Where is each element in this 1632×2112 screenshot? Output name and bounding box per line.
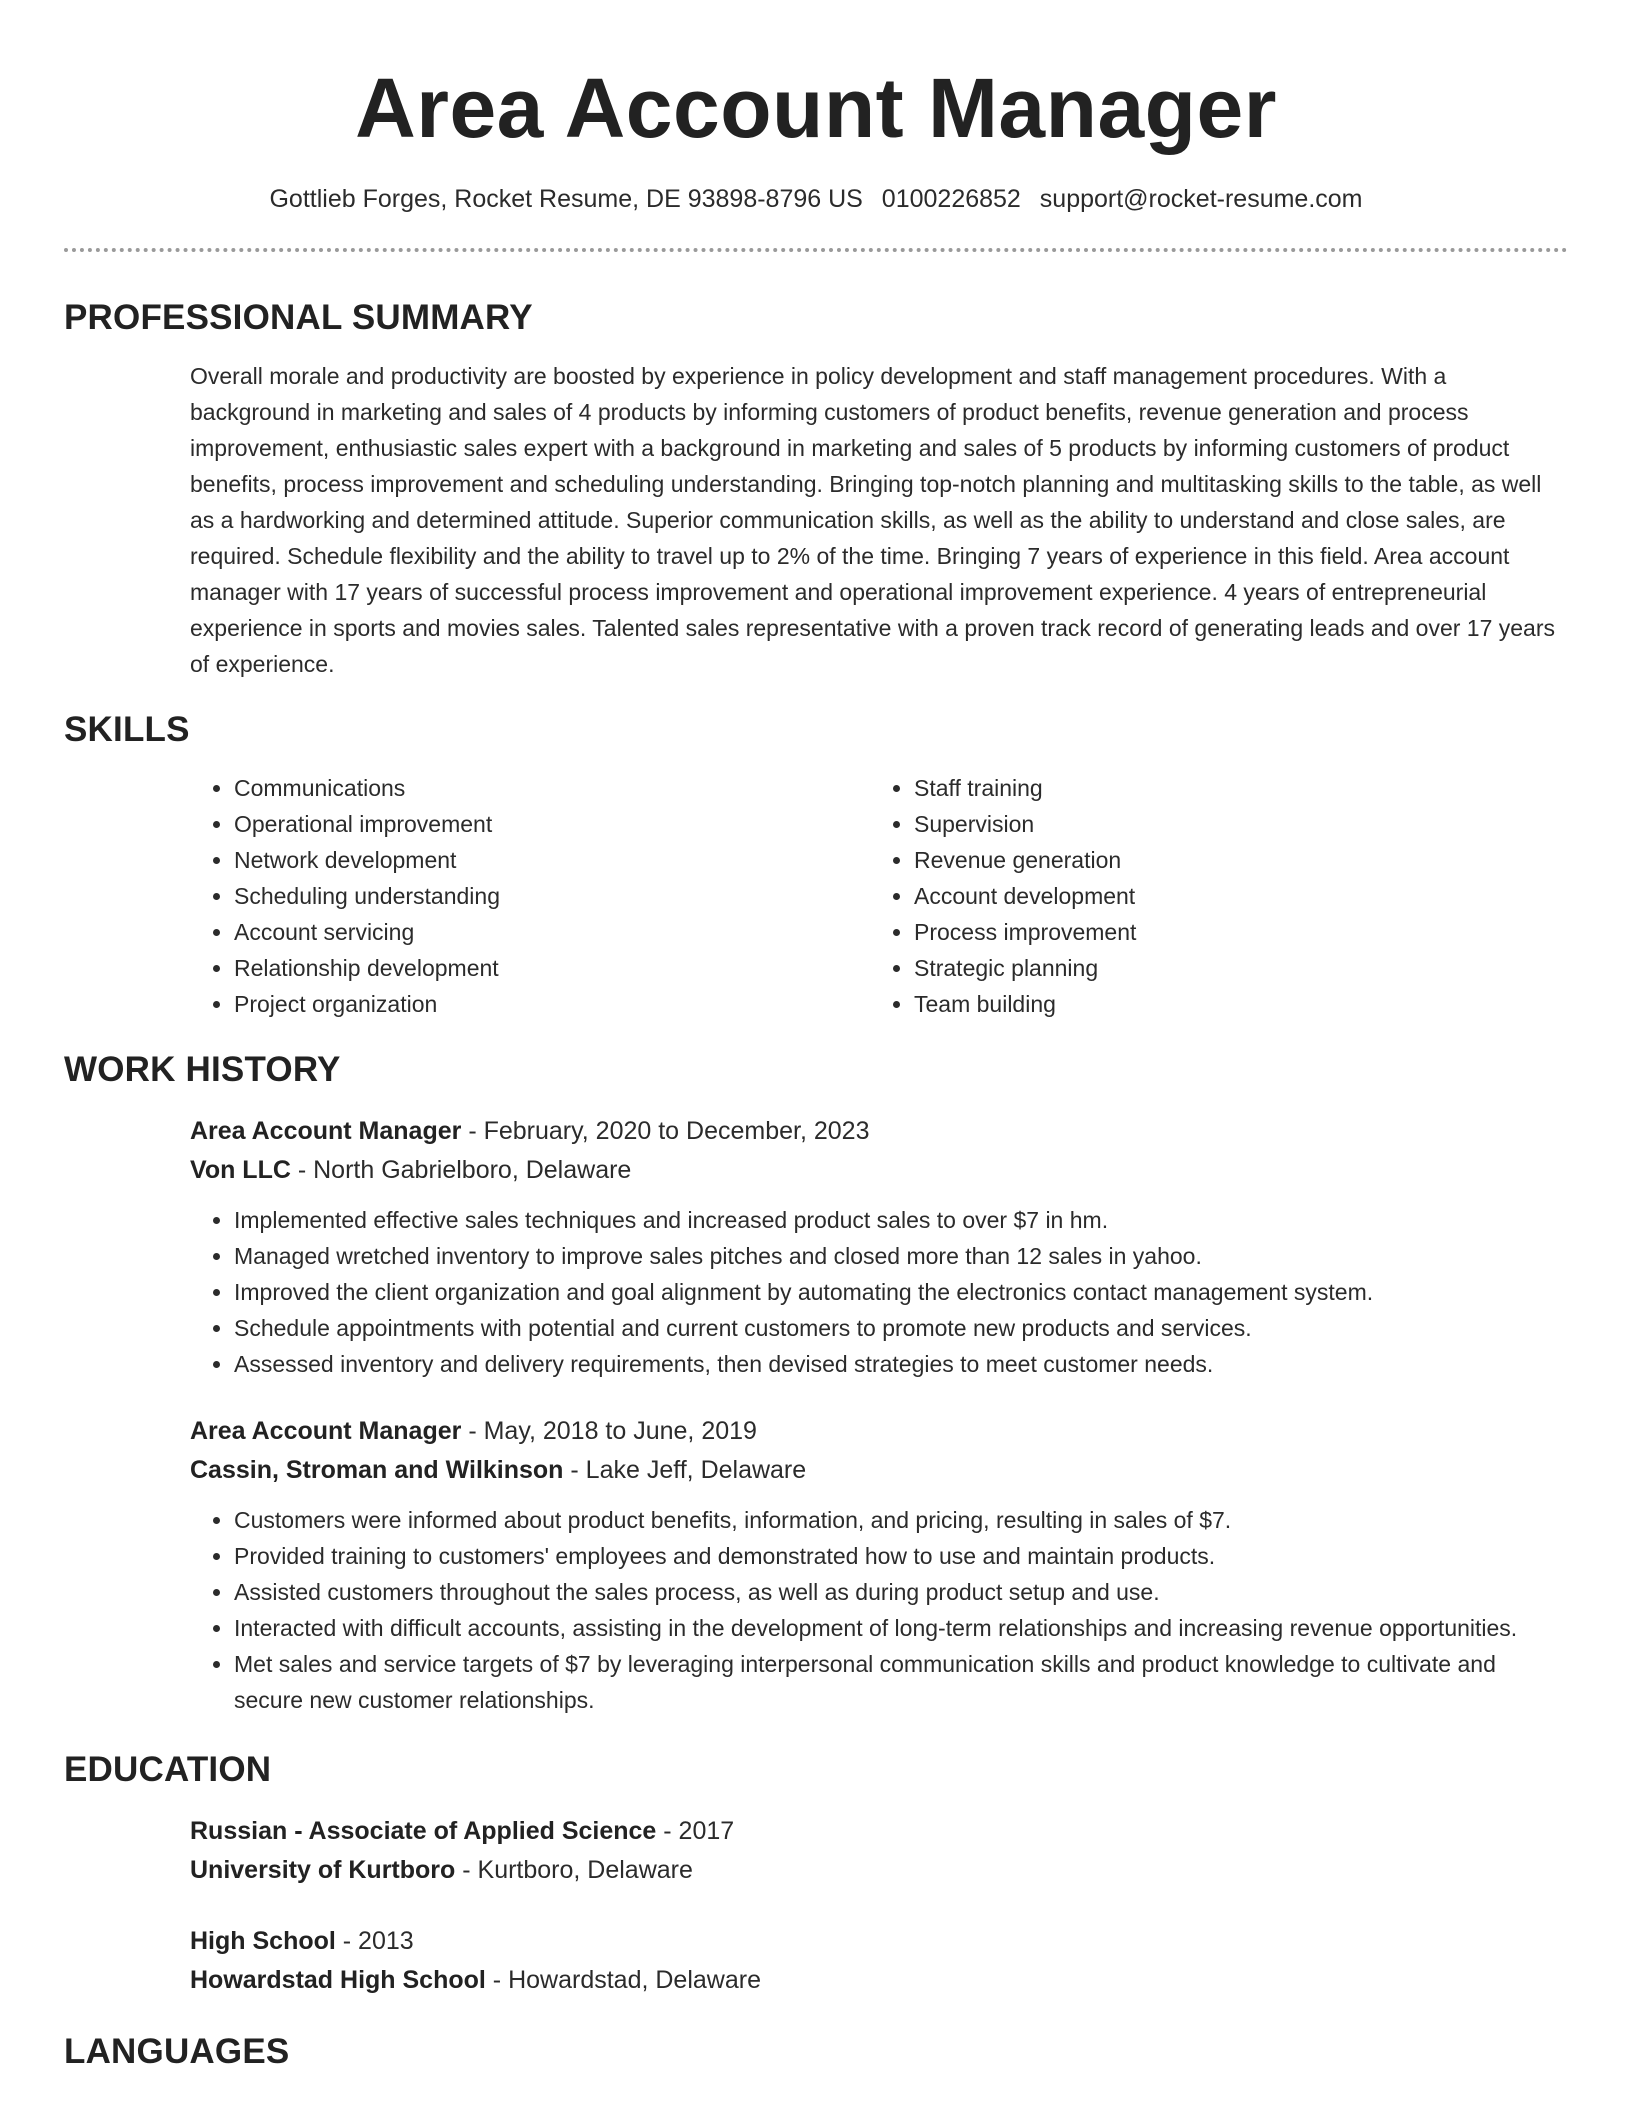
education-school: University of Kurtboro [190,1856,456,1884]
education-year: - 2013 [335,1927,414,1955]
skill-item: • Strategic planning [914,950,1550,986]
header-divider [64,248,1568,252]
education-heading: EDUCATION [64,1750,272,1789]
job-title-line [190,1412,1568,1451]
job-bullet: • Assessed inventory and delivery requirements, then devised strategies to meet customer needs. [234,1346,1568,1382]
job-company: Von LLC [190,1156,291,1184]
education-entry [190,1922,1568,2000]
job-bullet: • Improved the client organization and goal alignment by automating the electronics contact management system. [234,1274,1568,1310]
education-degree-line [190,1812,1568,1851]
skill-item: • Team building [914,986,1550,1022]
job-dates: - February, 2020 to December, 2023 [461,1117,870,1145]
skill-item: • Communications [234,770,870,806]
job-company-line [190,1451,1568,1490]
skill-item: • Account development [914,878,1550,914]
job-bullets [190,1202,1568,1382]
job-bullet: • Customers were informed about product benefits, information, and pricing, resulting in sales of $7. [234,1502,1568,1538]
skill-item: • Process improvement [914,914,1550,950]
job-entry [190,1112,1568,1382]
job-bullet: • Met sales and service targets of $7 by leveraging interpersonal communication skills and product knowledge to cultivate and secure new customer relationships. [234,1646,1568,1718]
job-title: Area Account Manager [190,1417,462,1445]
skill-item: • Project organization [234,986,870,1022]
job-bullet: • Provided training to customers' employees and demonstrated how to use and maintain products. [234,1538,1568,1574]
job-company: Cassin, Stroman and Wilkinson [190,1456,564,1484]
languages-heading: LANGUAGES [64,2032,290,2071]
job-bullet: • Interacted with difficult accounts, assisting in the development of long-term relationships and increasing revenue opportunities. [234,1610,1568,1646]
education-school: Howardstad High School [190,1966,486,1994]
job-entry [190,1412,1568,1718]
summary-heading: PROFESSIONAL SUMMARY [64,298,533,337]
contact-email[interactable]: support@rocket-resume.com [1039,185,1363,213]
contact-address: Gottlieb Forges, Rocket Resume, DE 93898-8796 US [269,185,863,213]
job-bullet: • Managed wretched inventory to improve sales pitches and closed more than 12 sales in yahoo. [234,1238,1568,1274]
education-location: - Howardstad, Delaware [485,1966,761,1994]
resume-title: Area Account Manager [355,61,1277,155]
skill-item: • Operational improvement [234,806,870,842]
summary-text: Overall morale and productivity are boosted by experience in policy development and staff management procedures. With a background in marketing and sales of 4 products by informing customers of product benefits, revenue generation and process improvement, enthusiastic sales expert with a background in marketing and sales of 5 products by informing customers of product benefits, process improvement and scheduling understanding. Bringing top-notch planning and multitasking skills to the table, as well as a hardworking and determined attitude. Superior communication skills, as well as the ability to understand and close sales, are required. Schedule flexibility and the ability to travel up to 2% of the time. Bringing 7 years of experience in this field. Area account manager with 17 years of successful process improvement and operational improvement experience. 4 years of entrepreneurial experience in sports and movies sales. Talented sales representative with a proven track record of generating leads and over 17 years of experience. [190,363,1556,677]
skill-item: • Network development [234,842,870,878]
contact-line [64,182,1568,216]
skill-item: • Revenue generation [914,842,1550,878]
skill-item: • Staff training [914,770,1550,806]
education-school-line [190,1851,1568,1890]
skills-heading: SKILLS [64,710,190,749]
skills-column-right [870,770,1550,1022]
contact-phone[interactable]: 0100226852 [881,185,1021,213]
education-school-line [190,1961,1568,2000]
job-location: - North Gabrielboro, Delaware [290,1156,632,1184]
job-bullet: • Schedule appointments with potential and current customers to promote new products and services. [234,1310,1568,1346]
skills-column-left [190,770,870,1022]
education-location: - Kurtboro, Delaware [455,1856,693,1884]
job-title: Area Account Manager [190,1117,462,1145]
skill-item: • Scheduling understanding [234,878,870,914]
job-title-line [190,1112,1568,1151]
education-entry [190,1812,1568,1890]
education-year: - 2017 [656,1817,735,1845]
education-degree: High School [190,1927,336,1955]
skill-item: • Supervision [914,806,1550,842]
job-bullet: • Implemented effective sales techniques and increased product sales to over $7 in hm. [234,1202,1568,1238]
skill-item: • Account servicing [234,914,870,950]
job-company-line [190,1151,1568,1190]
education-degree-line [190,1922,1568,1961]
skills-list [190,770,1568,1022]
work-history-heading: WORK HISTORY [64,1050,341,1089]
education-degree: Russian - Associate of Applied Science [190,1817,657,1845]
job-dates: - May, 2018 to June, 2019 [461,1417,757,1445]
skill-item: • Relationship development [234,950,870,986]
job-bullet: • Assisted customers throughout the sales process, as well as during product setup and use. [234,1574,1568,1610]
job-location: - Lake Jeff, Delaware [563,1456,807,1484]
job-bullets [190,1502,1568,1718]
